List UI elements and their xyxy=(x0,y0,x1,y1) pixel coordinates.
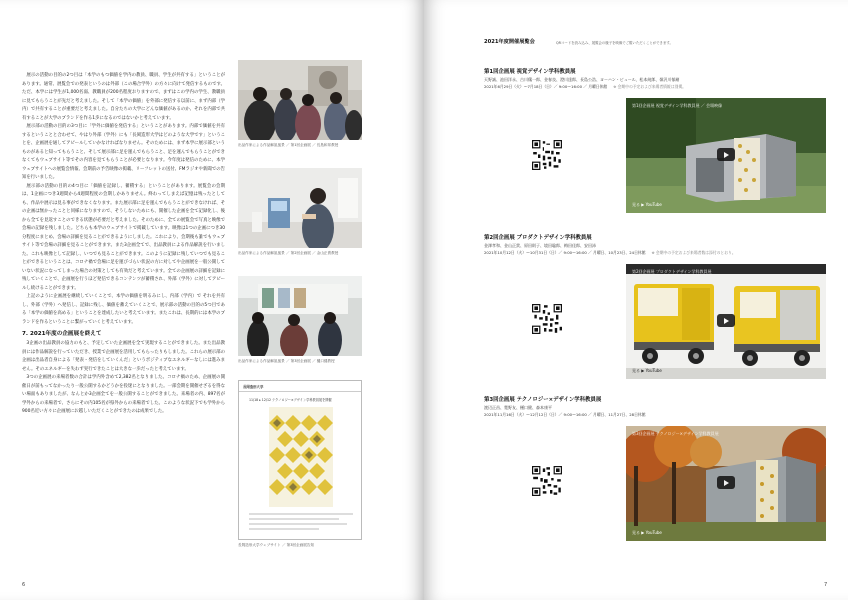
video-title: 第2回企画展 プロダクトデザイン学科教員展 xyxy=(632,269,712,274)
youtube-watch-label[interactable]: 見る ▶ YouTube xyxy=(632,530,662,535)
paragraph: 上記のように企画展を継続していくことで、本学の価値を明るみにし、内部（学内）で それを共有し、外部（学外）へ発信し、記録に残し、価値を蓄えていくことで、展示部の活動の目的の5つ目である「本学の価値を高める」ということを達成したいと考えています。またこれは、長期的には本学のブランドを作るということに繋がっていくと考えています。 xyxy=(22,294,225,325)
website-screenshot xyxy=(238,380,362,540)
text-line xyxy=(249,523,347,525)
photo-block-2 xyxy=(238,168,362,256)
site-logo: 長岡造形大学 xyxy=(243,385,264,389)
exhibition-title: 第2回企画展 プロダクトデザイン学科教員展 xyxy=(484,235,592,241)
photo-block-3 xyxy=(238,276,362,364)
gallery-talk-photo xyxy=(238,60,362,140)
exhibition-entry-2 xyxy=(484,234,829,384)
photo-caption: 出品作家による作品解説風景 ／ 第1回企画展 ／ 長島和邦教授 xyxy=(238,143,339,147)
qr-code[interactable] xyxy=(532,304,562,334)
photo-caption: 出品作家による作品解説風景 ／ 第3回企画展 ／ 樋口健教授 xyxy=(238,359,335,363)
site-heading: 11/18 ▸ 12/12 テクノロジー×デザイン学科教員展を開催 xyxy=(249,398,332,402)
paragraph: 3企画の出品教員の協力のもと、予定していた企画展を全て実現することができました。また出品教員には作品解説を行っていただき、授業で企画展を活用してもらったりもしました。これらの展示部の企画は出品者自身による「発表・発信をしていくんだ」というポジティブなエネルギーなしには進みません。そのエネルギーを失わず実行できたことは大きな一歩だったと考えています。 xyxy=(22,341,225,372)
page-number: 6 xyxy=(22,582,26,588)
play-icon[interactable] xyxy=(717,314,735,327)
period-aside: ※ 会期中の予定および来場者情報は別掲。 xyxy=(613,84,686,89)
section-heading: 7. 2021年度の企画展を終えて xyxy=(22,331,102,337)
left-body-text xyxy=(22,72,225,417)
section-title: 2021年度開催展覧会 xyxy=(484,39,535,45)
exhibition-members: 金澤孝和、金山正貴、原田則子、境田聡郎、梅田佳郎、安田沛 xyxy=(484,243,596,248)
exhibition-members: 天野誠、池田洋永、古川穣一郎、金春良、澄川達郎、長島公浩、ヨーハン・ピュール、松本純郎、嶺沢川郁緒 xyxy=(484,77,680,82)
exhibition-title: 第3回企画展 テクノロジー×デザイン学科教員展 xyxy=(484,397,602,403)
gallery-talk-photo xyxy=(238,168,362,248)
play-icon[interactable] xyxy=(717,476,735,489)
period-text: 2021年6月29日（火）～7月18日（日）／ 9:00～16:00 ／ 月曜日休館 xyxy=(484,84,608,89)
video-title: 第1回企画展 視覚デザイン学科教員展 ／ 会場映像 xyxy=(632,103,723,108)
paragraph: 3つの企画展の来場者数の合計は学内外含めて2,382名となりました。コロナ禍のため、企画展の開催日が前もってなかったり一般公開するかどうかを役迷にとなりました。一部会期を開催せざるを得ない場面もありましたが、なんとか3企画全てを一般公開することができました。来場者の内、897名が学外からの来場者で、さらにその内105名が県外からの来場者でした。このような状況下でも学外から900名近い方々に企画展にお越しいただくことができたのは成果でした。 xyxy=(22,375,225,414)
exhibition-period xyxy=(484,83,829,90)
exhibition-entry-1 xyxy=(484,68,829,218)
period-aside: ※ 会期中の予定および来場者数は添付のとおり。 xyxy=(651,250,736,255)
period-text: 2021年11月16日（火）～12月12日（日）／ 9:00～16:00 ／ 月曜日、11月27日、28日休館 xyxy=(484,412,646,417)
youtube-watch-label[interactable]: 見る ▶ YouTube xyxy=(632,368,662,373)
photo-block-4 xyxy=(238,380,362,548)
exhibition-period xyxy=(484,249,829,256)
page-number: 7 xyxy=(824,582,828,588)
text-line xyxy=(249,518,339,520)
video-player[interactable] xyxy=(626,264,826,379)
video-title: 第3回企画展 テクノロジー×デザイン学科教員展 xyxy=(632,431,719,436)
paragraph: 展示部の活動の目的の4つ目に「価値を記録し、蓄積する」ということがあります。展覧会の会期は、1企画につき3週間から4週間程度の会期しかありません。終わってしまえば記憶は残ったとしても、作品や展示は見る事ができなくなります。また展示部に足を運んでもらうことができなければ、その企画は無かったことと同様になりますので、そうしないためにも、開催した企画を全て記録化し、後から全てを見返すことのできる状態が必要だと考えました。そのために、全ての展覧会で写真と映像で会場の記録を残しました。どちらも本学のウェブサイトで掲載しています。映像は1つの企画につき30分程度にまとめ、会場の詳細を見ることができるようにしました。これにより、会期後も誰でもウェブサイト等で会場の詳細を見ることができます。また3企画全てで、出品教員による作品解説を行いました。これも映像として記録し、いつでも見ることができます。このように記録に残していつでも見ることができるということは、コロナ禍で会場に足を運びづらい状況の方に対してや企画展を一般公開していない状況になってしまった場合の対策としても有効だと考えています。全ての企画展の詳細を記録に残していくことで、企画展を行うほど発信できるコンテンツが蓄積され、外部（学外）に対してアピールし続けることができます。 xyxy=(22,183,225,291)
qr-code[interactable] xyxy=(532,466,562,496)
text-line xyxy=(249,513,353,515)
period-text: 2021年10月12日（火）～10月31日（日）／ 9:00～16:00 ／ 月曜日、10月23日、24日休館 xyxy=(484,250,646,255)
gallery-talk-photo xyxy=(238,276,362,356)
photo-caption: 長岡造形大学ウェブサイト ／ 第3回企画展告知 xyxy=(238,543,315,547)
exhibition-title: 第1回企画展 視覚デザイン学科教員展 xyxy=(484,69,576,75)
exhibition-members: 渡辺正昌、寛野友、樋口健、森本康平 xyxy=(484,405,552,410)
video-player[interactable] xyxy=(626,426,826,541)
youtube-watch-label[interactable]: 見る ▶ YouTube xyxy=(632,202,662,207)
qr-code[interactable] xyxy=(532,140,562,170)
paragraph: 展示部の活動の目的の3つ目に「学外に価値を発信する」ということがあります。内部で価値を共有するということと合わせて、やはり外部（学外）にも「長岡造形大学はどのような大学です」ということを、企画展を通してアピールしていかなければなりません。そのためには、まず本学に展示部というものがあると知ってもらうこと、そして展示部に足を運んでもらうこと、足を運んでもらうことができなくてもウェブサイト等でその内容を見てもらうことが必要となります。今年度は発信のために、本学ウェブサイトへの展覧会情報、会期前の予告映像の掲載、リーフレットの送付、FMラジオや新聞での告知を行いました。 xyxy=(22,124,225,180)
text-line xyxy=(249,528,319,530)
play-icon[interactable] xyxy=(717,148,735,161)
exhibition-entry-3 xyxy=(484,396,829,546)
qr-note: QRコードを読み込み、展覧会の様子を映像でご覧いただくことができます。 xyxy=(556,41,673,45)
video-player[interactable] xyxy=(626,98,826,213)
paragraph: 展示の活動の目的の2つ目は「本学のもつ価値を学内の教員、職員、学生が共有する」ということがあります。通常、展覧会での発表というのは外部（この場合学外）の方々に向けて発信するものです。ただ、本学には学生が1,000名弱、教職員が200名程度おりますので、まずはこの学内の学生、教職員に見てもらうことが先だと考えました。そして「本学の価値」を外部に発信する以前に、まず内部（学内）で共有することが重要だと考えました。自分たちの大学にどんな価値があるのか、それを内部で共有することが大学のブランドを作る1歩になるのではないかと考えています。 xyxy=(22,73,225,121)
photo-block-1 xyxy=(238,60,362,148)
divider xyxy=(239,391,362,392)
exhibition-poster xyxy=(269,407,333,507)
photo-caption: 出品作家による作品解説風景 ／ 第2回企画展 ／ 金山正貴教授 xyxy=(238,251,339,255)
exhibition-period xyxy=(484,411,829,418)
